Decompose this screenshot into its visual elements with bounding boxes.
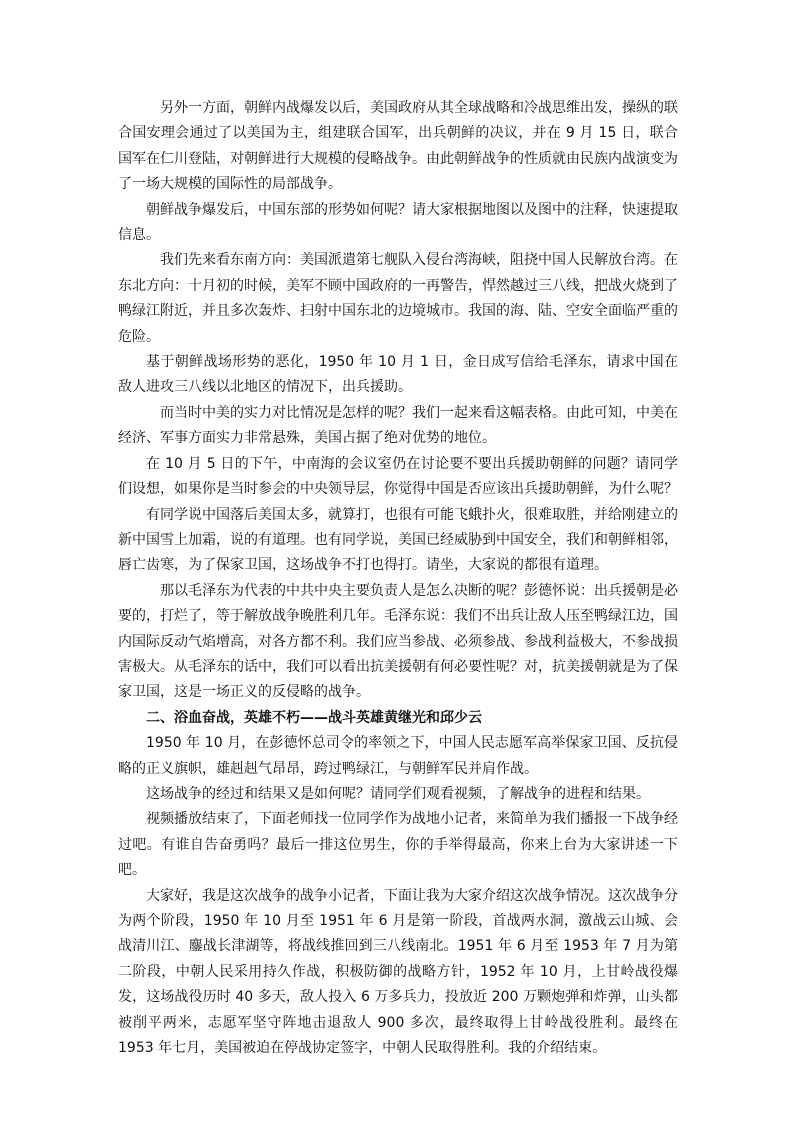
paragraph-12: 大家好，我是这次战争的战争小记者，下面让我为大家介绍这次战争情况。这次战争分为两个阶段，1950 年 10 月至 1951 年 6 月是第一阶段，首战两水洞，激战云山城、会战清川江、鏖战长津湖等，将战线推回到三八线南北。1951 年 6 月至 1953 年 7 月为第二阶段，中朝人民采用持久作战，积极防御的战略方针，1952 年 10 月，上甘岭战役爆发，这场战役历时 40 多天，敌人投入 6 万多兵力，投放近 200 万颗炮弹和炸弹，山头都被削平两米，志愿军坚守阵地击退敌人 900 多次，最终取得上甘岭战役胜利。最终在 1953 年七月，美国被迫在停战协定签字，中朝人民取得胜利。我的介绍结束。 <box>118 887 678 1057</box>
paragraph-6: 在 10 月 5 日的下午，中南海的会议室仍在讨论要不要出兵援助朝鲜的问题？请同学们设想，如果你是当时参会的中央领导层，你觉得中国是否应该出兵援助朝鲜，为什么呢？ <box>118 455 678 498</box>
paragraph-4: 基于朝鲜战场形势的恶化，1950 年 10 月 1 日，金日成写信给毛泽东，请求中国在敌人进攻三八线以北地区的情况下，出兵援助。 <box>118 354 678 396</box>
document-body <box>118 96 678 1061</box>
paragraph-8: 那以毛泽东为代表的中共中央主要负责人是怎么决断的呢？彭德怀说：出兵援朝是必要的，打烂了，等于解放战争晚胜利几年。毛泽东说：我们不出兵让敌人压至鸭绿江边，国内国际反动气焰增高，对各方都不利。我们应当参战、必须参战、参战利益极大，不参战损害极大。从毛泽东的话中，我们可以看出抗美援朝有何必要性呢？对，抗美援朝就是为了保家卫国，这是一场正义的反侵略的战争。 <box>118 582 678 701</box>
paragraph-1: 另外一方面，朝鲜内战爆发以后，美国政府从其全球战略和冷战思维出发，操纵的联合国安理会通过了以美国为主，组建联合国军，出兵朝鲜的决议，并在 9 月 15 日，联合国军在仁川登陆，对朝鲜进行大规模的侵略战争。由此朝鲜战争的性质就由民族内战演变为了一场大规模的国际性的局部战争。 <box>118 100 678 193</box>
paragraph-10: 这场战争的经过和结果又是如何呢？请同学们观看视频，了解战争的进程和结果。 <box>146 785 650 802</box>
paragraph-5: 而当时中美的实力对比情况是怎样的呢？我们一起来看这幅表格。由此可知，中美在经济、军事方面实力非常悬殊，美国占据了绝对优势的地位。 <box>118 404 678 447</box>
paragraph-3: 我们先来看东南方向：美国派遣第七舰队入侵台湾海峡，阻挠中国人民解放台湾。在东北方向：十月初的时候，美军不顾中国政府的一再警告，悍然越过三八线，把战火烧到了鸭绿江附近，并且多次轰炸、扫射中国东北的边境城市。我国的海、陆、空安全面临严重的危险。 <box>118 252 678 345</box>
paragraph-11: 视频播放结束了，下面老师找一位同学作为战地小记者，来简单为我们播报一下战争经过吧。有谁自告奋勇吗？最后一排这位男生，你的手举得最高，你来上台为大家讲述一下吧。 <box>118 811 678 879</box>
paragraph-9: 1950 年 10 月，在彭德怀总司令的率领之下，中国人民志愿军高举保家卫国、反抗侵略的正义旗帜，雄赳赳气昂昂，跨过鸭绿江，与朝鲜军民并肩作战。 <box>118 735 678 777</box>
paragraph-2: 朝鲜战争爆发后，中国东部的形势如何呢？请大家根据地图以及图中的注释，快速提取信息。 <box>118 201 678 244</box>
paragraph-7: 有同学说中国落后美国太多，就算打，也很有可能飞蛾扑火，很难取胜，并给刚建立的新中国雪上加霜，说的有道理。也有同学说，美国已经威胁到中国安全，我们和朝鲜相邻，唇亡齿寒，为了保家卫国，这场战争不打也得打。请坐，大家说的都很有道理。 <box>118 506 678 574</box>
section-heading: 二、浴血奋战，英雄不朽——战斗英雄黄继光和邱少云 <box>146 709 482 726</box>
